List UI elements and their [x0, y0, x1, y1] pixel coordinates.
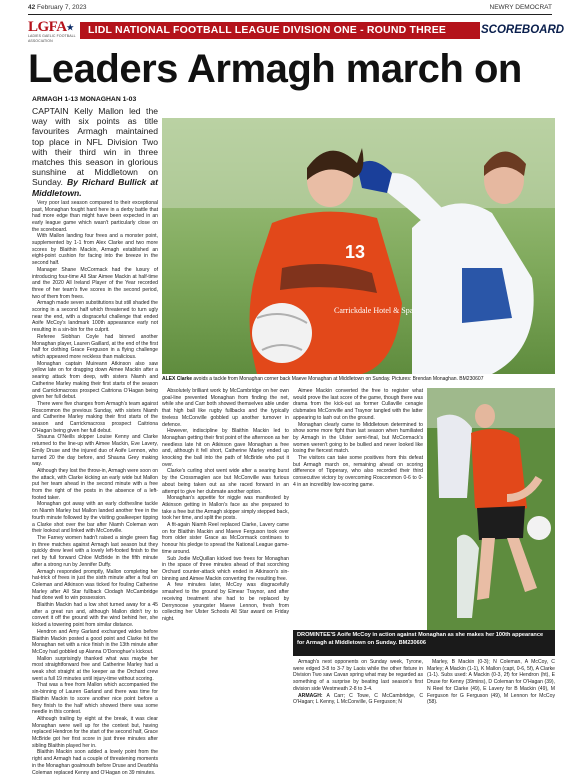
paragraph: Blaithin Mackin had a low shot turned away for a 45 after a great run and, although Mallon didn't try to convert it off the ground with the wind behind her, she kicked a towering point from similar distance.: [32, 602, 158, 629]
paragraph: Although trailing by eight at the break, it was clear Monaghan were well up for the contest but, having replaced Hendron for the start of the second half, Grace McBride got her first score in just three minutes after sibling Blaithin played her in.: [32, 715, 159, 749]
paragraph: Absolutely brilliant work by McCambridge on her own goal-line prevented Monaghan from finding the net, while she and Carr both showed themselves able under that high ball like rugby fullbacks and the typically tireless McConville gobbled up another turnover in defence.: [162, 388, 289, 428]
article-column-1: [32, 106, 159, 776]
paragraph: Armagh made seven substitutions but still shaded the scoring in a second half which threatened to turn ugly near the end, with a disgraceful challenge that ended Aoife McCoy's landmark 100th appearance early not resulting in a sin-bin for the culprit.: [32, 300, 158, 334]
page-number-date: 42 February 7, 2023: [28, 4, 87, 11]
paragraph: Blaithin Mackin soon added a lovely point from the right and Armagh had a couple of threatening moments in the Monaghan goalmouth before Druse and Dearbhla Coleman replaced Kenny and O'Hagan on 39 minutes.: [32, 749, 159, 776]
paragraph: A fit-again Niamh Reel replaced Clarke, Lavery came on for Blaithin Mackin and Maeve Ferguson took over from older sister Grace as McCormack continues to honour his pledge to spread the National League game-time around.: [162, 522, 289, 555]
paragraph: A few minutes later, McCoy was disgracefully smashed to the ground by Eimear Traynor, and after receiving treatment she had to be replaced by Derrynoose youngster Maeve Lennon, fresh from collecting her Ulster Schools All Star award on Friday night.: [162, 582, 289, 622]
second-photo-caption: DROMINTEE'S Aoife McCoy in action against Monaghan as she makes her 100th appearance for Armagh at Middletown on Sunday. BM230606: [293, 630, 555, 656]
header-rule: [28, 14, 552, 15]
paper-name: NEWRY DEMOCRAT: [489, 4, 552, 11]
paragraph: Monaghan captain Muireann Atkinson also saw yellow late on for dragging down Aimee Mackin after a searing attack from deep, with sisters Niamh and Catherine Marley making their first starts of the season and Carrickmacross prospect Caitriona O'Hagan being given her full debut.: [32, 360, 158, 401]
paragraph: The visitors can take some positives from this defeat but Armagh march on, remaining ahead on scoring difference of Tipperary, who also recorded their third consecutive victory by overcoming Roscommon 0-6 to 0-4 in an incredibly low-scoring game.: [293, 455, 423, 488]
football-action-photo-2: [427, 388, 555, 632]
main-photo-caption: ALEX Clarke avoids a tackle from Monaghan corner back Maeve Monaghan at Middletown on Sunday. Pictures: Brendan Monaghan. BM230607: [162, 376, 484, 382]
article-column-5: Marley, B Mackin (0-3); N Coleman, A McCoy, C Marley; A Mackin (1-1), K Mallon (capt, 0-6, 5f), A Clarke (1-1). Subs used: A Mackin (0-3, 2f) for Hendron (ht), E Druse for Kenny (39mins), D Coleman for O'Hagan (39), N Reel for Clarke (49), E Lavery for B Mackin (49), M Ferguson for G Ferguson (49), M Lennon for McCoy (58).: [427, 659, 555, 706]
paragraph: Aimee Mackin converted the free to register what would prove the last score of the game, though there was drama from the kick-out as former Cullaville cenagie clubmates McConville and Traynor tangled with the latter appearing to lash out on the ground.: [293, 388, 423, 421]
competition-band: LIDL NATIONAL FOOTBALL LEAGUE DIVISION ONE - ROUND THREE: [80, 22, 480, 39]
paragraph: Monaghan's appetite for niggle was manifested by Atkinson getting in Mallon's face as she prepared to take a free but the Armagh skipper simply stepped back, took her time, and split the posts.: [162, 495, 289, 522]
section-band: [28, 19, 565, 43]
main-photo: [162, 118, 555, 374]
paragraph: Although they lost the throw-in, Armagh were soon on the attack, with Clarke kicking an early wide but Mallon put her team ahead in the second minute with a free from the right of the posts in the absence of a left-footed taker.: [32, 467, 158, 501]
scoreline: ARMAGH 1-13 MONAGHAN 1-03: [32, 96, 137, 103]
page-header: [28, 4, 552, 13]
article-intro: CAPTAIN Kelly Mallon led the way with six points as title favourites Armagh maintained top place in NFL Division Two with their third win in three matches this season in glorious sunshine at Middletown on Sunday. By Richard Bullick at Middletown.: [32, 106, 158, 198]
paragraph: Shauna O'Neills skipper Louise Kenny and Clarke returned to the line-up with Aimee Mackin, Eve Lavery, Emily Druse and the injured duo of Aoife Lennon, who turned 20 the day before, and Shauna Grey making way.: [32, 434, 158, 468]
article-column-4: Armagh's next opponents on Sunday week, Tyrone, were edged 3-8 to 3-7 by Laois while the other fixture in Division Two saw Cavan spring what may be regarded as something of a surprise by beating last season's first division side Westmeath 2-8 to 3-4. ARMAGH: A Carr; C Towe, C McCambridge, C O'Hagan; L Kenny, L McConville, G Ferguson; N: [293, 659, 423, 706]
article-column-2: [162, 388, 289, 698]
paragraph: Very poor last season compared to their exceptional past, Monaghan fought hard here in a derby battle that had more edge than might have been expected in an early league game which wasn't particularly close on the scoreboard.: [32, 199, 158, 233]
paragraph: With Mallon landing four frees and a monster point, supplemented by 1-1 from Alex Clarke and two more scores by Blaithin Mackin, Armagh established an eight-point cushion for facing into the breeze in the second half.: [32, 233, 158, 267]
headline: Leaders Armagh march on: [28, 47, 522, 91]
paragraph: There were five changes from Armagh's team against Roscommon the previous Sunday, with sisters Niamh and Catherine Marley making their first starts of the season and Carrickmacross prospect Caitriona O'Hagan being given her full debut.: [32, 400, 158, 434]
jersey-number: 13: [345, 242, 366, 262]
paragraph: However, indiscipline by Blaithin Mackin led to Monaghan getting their first point of the afternoon as her needless late hit on Atkinson gave Monaghan a free and, although it fell short, Catherine Marley ended up knocking the ball into the path of McBride who put it over.: [162, 428, 289, 468]
paragraph: That was a free from Mallon which accompanied the sin-binning of Lauren Garland and there was time for Blaithin Mackin to score another nice point before a fiery finish to the half which showed there was some needle in this contest.: [32, 682, 158, 716]
paragraph: Manager Shane McCormack had the luxury of introducing four-time All Star Aimee Mackin at half-time and the 2020 All Ireland Player of the Year recorded three of her team's five scores in the second period, two of them from frees.: [32, 266, 158, 300]
paragraph: Monaghan clearly came to Middletown determined to show some more fight than last season when humiliated by Armagh in the Ulster semi-final, but McCormack's women weren't going to be bullied and never looked like losing the fiercest match.: [293, 421, 423, 455]
paragraph: Referee Siobhan Coyle had binned another Monaghan player, Lauren Gaillard, at the end of the first half for clothing Grace Ferguson in a flying challenge which appeared more reckless than malicious.: [32, 333, 159, 360]
paragraph: Sub Jodie McQuillan kicked two frees for Monaghan in the space of three minutes ahead of that scorching Orchard counter-attack which ended in Atkinson's sin-binning and Aimee Mackin converting the resulting free.: [162, 555, 289, 582]
lgfa-logo: LGFA★ LADIES GAELIC FOOTBALL ASSOCIATION: [28, 19, 76, 43]
section-title: SCOREBOARD: [481, 24, 565, 36]
jersey-sponsor: Carrickdale Hotel & Spa: [334, 306, 414, 315]
football-action-photo: [162, 118, 555, 374]
paragraph: Mallon surprisingly thanked what was maybe her most straightforward free and Catherine Marley had a weak shot straight at the keeper as the Orchard crew went a full 19 minutes until injury-time without scoring.: [32, 655, 158, 682]
paragraph: Clarke's curling shot went wide after a searing burst by the Crossmaglen ace but McConville was furious about being taken out as she raced forward in an attempt to give her clubmate another option.: [162, 468, 289, 495]
paragraph: Armagh responded promptly, Mallon completing her hat-trick of frees in just the sixth minute after a foul on Coleman and Atkinson was ticked for fouling Catherine Marley after All Star fullback Clodagh McCambridge had done well to win possession.: [32, 568, 158, 602]
paragraph: Hendron and Amy Garland exchanged wides before Blaithin Mackin posted a good point and Clarke hit the Monaghan net with a nice finish in the 13th minute after McCoy had gobbled up Alanna O'Donoghue's kickout.: [32, 628, 158, 655]
article-column-3: [293, 388, 423, 638]
paragraph: The Farney women hadn't raised a single green flag in three matches against Armagh last season but they quickly drew level with a lovely left-footed finish to the net by full forward Chloe McBride in the fifth minute after a strong run by Jennifer Duffy.: [32, 534, 158, 568]
second-photo: [427, 388, 555, 632]
paragraph: Monaghan got away with an early clothesline tackle on Niamh Marley but Mallon landed another free in the fourth minute followed by the visiting goalkeeper tipping a Clarke shot over the bar after Niamh Coleman won their lookout and linked with McConville.: [32, 501, 158, 535]
